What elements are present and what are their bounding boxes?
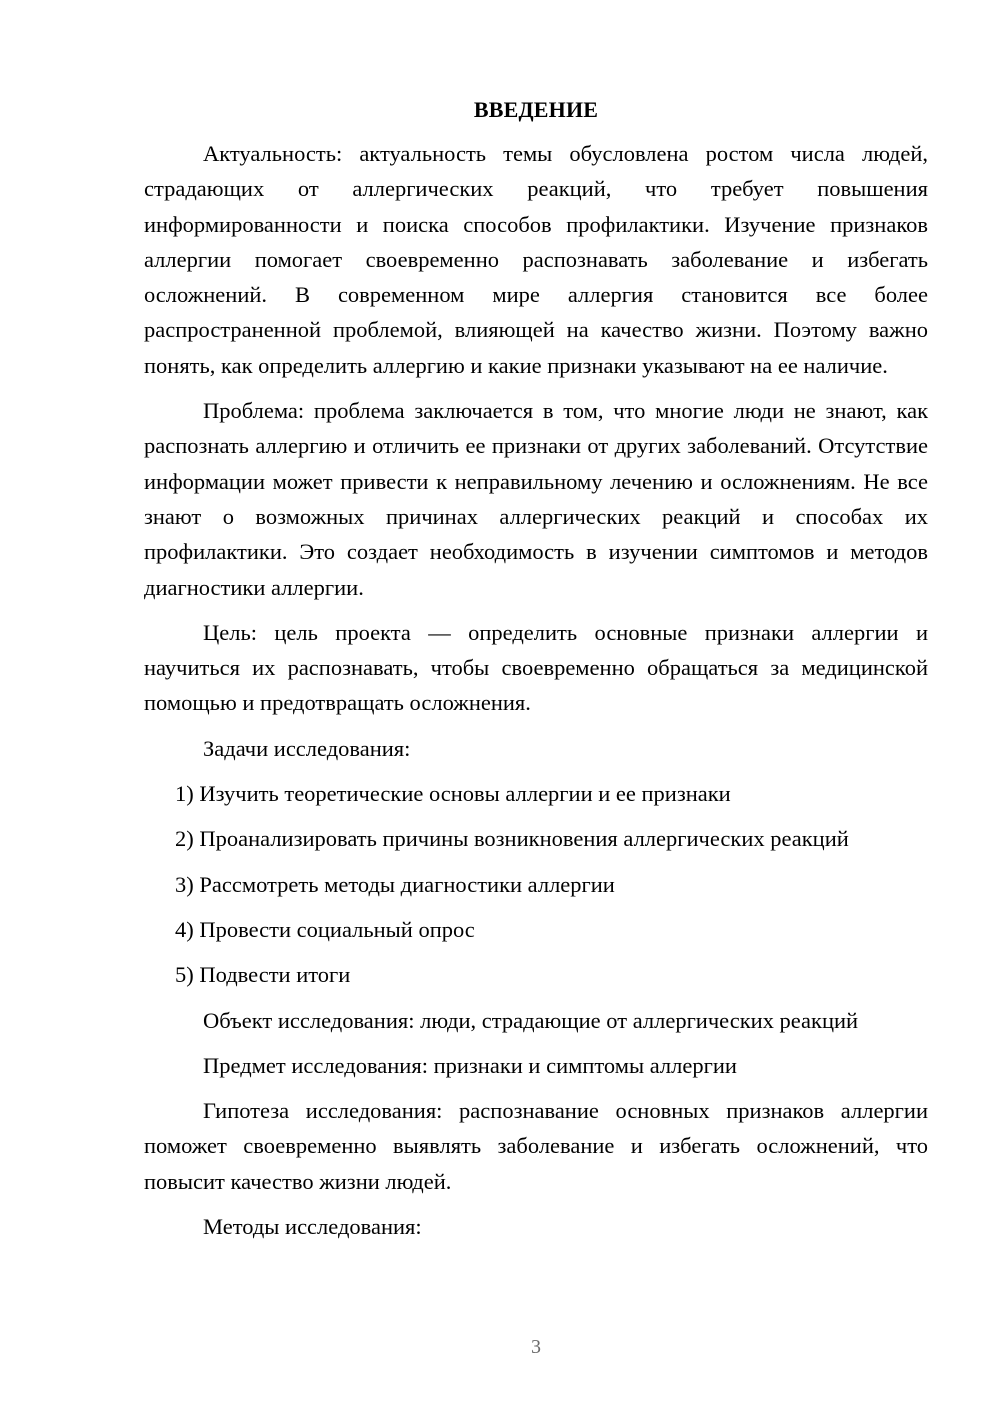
problem-paragraph: Проблема: проблема заключается в том, что многие люди не знают, как распознать аллергию и отличить ее признаки от других заболеваний. Отсутствие информации может привести к неправильному лечению и осложнениям. Не все знают о возможных причинах аллергических реакций и способах их профилактики. Это создает необходимость в изучении симптомов и методов диагностики аллергии. [144, 398, 928, 600]
relevance-paragraph: Актуальность: актуальность темы обусловлена ростом числа людей, страдающих от аллергических реакций, что требует повышения информированности и поиска способов профилактики. Изучение признаков аллергии помогает своевременно распознавать заболевание и избегать осложнений. В современном мире аллергия становится все более распространенной проблемой, влияющей на качество жизни. Поэтому важно понять, как определить аллергию и какие признаки указывают на ее наличие. [144, 141, 928, 378]
hypothesis-paragraph: Гипотеза исследования: распознавание основных признаков аллергии поможет своевременно выявлять заболевание и избегать осложнений, что повысит качество жизни людей. [144, 1098, 928, 1194]
research-subject: Предмет исследования: признаки и симптомы аллергии [203, 1052, 737, 1078]
goal-paragraph: Цель: цель проекта — определить основные признаки аллергии и научиться их распознавать, чтобы своевременно обращаться за медицинской помощью и предотвращать осложнения. [144, 619, 928, 716]
task-item-1: 1) Изучить теоретические основы аллергии и ее признаки [175, 781, 731, 807]
tasks-heading: Задачи исследования: [203, 735, 411, 761]
page-title: ВВЕДЕНИЕ [473, 97, 599, 122]
page-number: 3 [531, 1336, 541, 1358]
task-item-3: 3) Рассмотреть методы диагностики аллергии [175, 871, 615, 897]
tasks-list [144, 776, 928, 992]
task-item-4: 4) Провести социальный опрос [175, 916, 475, 942]
task-item-5: 5) Подвести итоги [175, 962, 351, 988]
methods-heading: Методы исследования: [203, 1214, 422, 1240]
page-content [144, 92, 928, 1254]
research-object: Объект исследования: люди, страдающие от аллергических реакций [203, 1007, 859, 1033]
task-item-2: 2) Проанализировать причины возникновения аллергических реакций [175, 826, 849, 852]
